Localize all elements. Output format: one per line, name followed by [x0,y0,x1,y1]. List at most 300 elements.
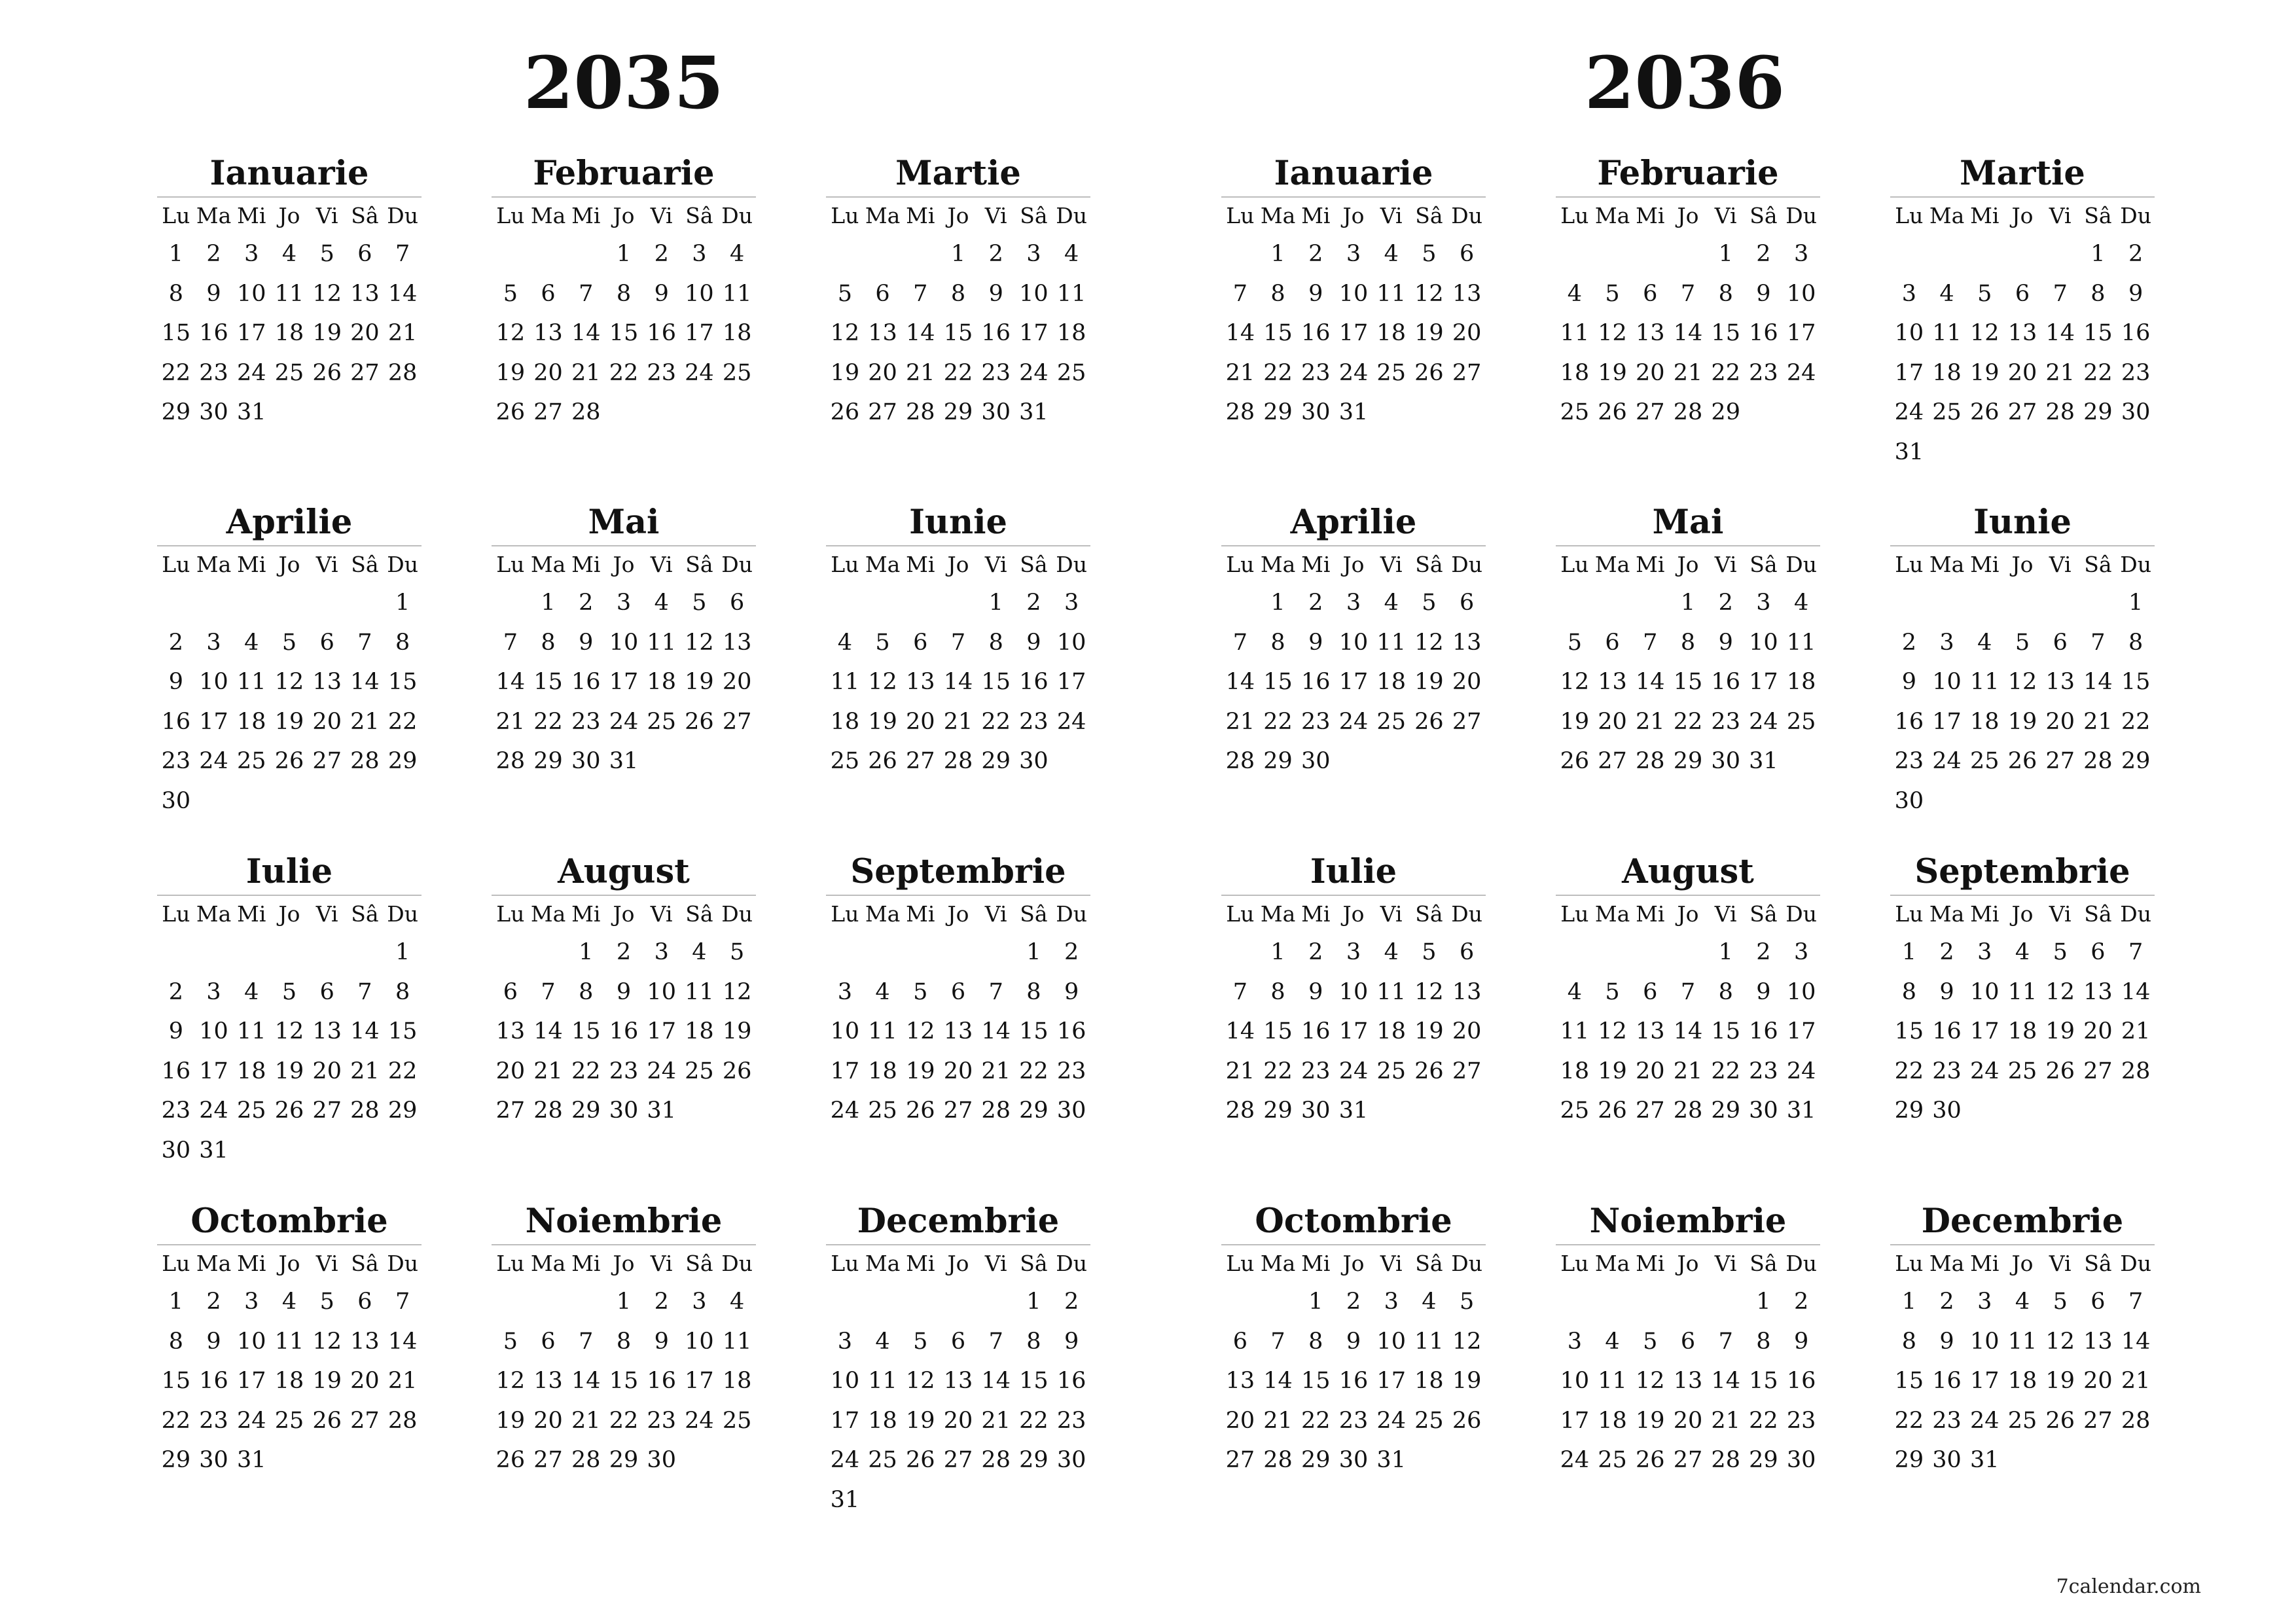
day-cell [232,583,270,623]
day-cell [1928,433,1966,473]
day-cell [1890,583,1928,623]
day-cell: 16 [199,1368,228,1394]
day-cell: 12 [2045,1328,2075,1355]
day-cell: 19 [1452,1368,1482,1394]
weekday-label: Sâ [1415,203,1443,228]
day-cell: 17 [830,1407,860,1434]
weekday-label: Lu [496,901,525,927]
day-cell [1965,583,2003,623]
day-cell [718,741,756,781]
weekday-header [1556,1245,1820,1282]
weekday-label: Sâ [351,552,379,577]
day-cell [1448,1091,1486,1131]
weekday-label: Du [721,901,753,927]
day-cell: 17 [1338,320,1369,346]
weekday-label: Lu [1560,552,1589,577]
weekday-label: Sâ [1749,901,1778,927]
day-cell: 29 [1019,1447,1049,1473]
day-cell: 10 [1970,978,2000,1005]
day-cell: 6 [2090,1289,2106,1315]
day-cell: 23 [1786,1407,1816,1434]
day-cell: 28 [981,1097,1011,1124]
day-cell: 14 [1673,320,1703,346]
weekday-label: Du [387,901,418,927]
weekday-header [826,896,1090,933]
day-cell: 6 [1680,1328,1696,1355]
day-cell: 29 [1894,1097,1924,1124]
day-cell [308,781,346,821]
day-cell: 2 [1064,939,1079,965]
day-cell: 23 [161,1097,191,1124]
day-cell: 12 [2045,978,2075,1005]
day-cell: 6 [1643,978,1658,1005]
day-cell: 22 [1711,359,1740,386]
day-cell: 14 [495,669,526,695]
weekday-label: Sâ [2084,901,2112,927]
day-cell: 9 [1756,280,1771,307]
day-cell: 9 [1026,629,1041,656]
week-row [157,274,422,314]
day-cell [939,1480,977,1520]
day-cell [308,1131,346,1171]
day-cell: 24 [1376,1407,1406,1434]
day-cell: 10 [685,1328,714,1355]
day-cell [1594,933,1632,972]
day-cell: 18 [647,669,676,695]
week-row [157,1361,422,1401]
week-row [1556,583,1820,623]
day-cell: 22 [1019,1058,1049,1084]
day-cell: 2 [616,939,632,965]
day-cell: 4 [1384,241,1399,267]
day-cell: 28 [1225,748,1255,774]
weekday-label: Sâ [1749,552,1778,577]
weekday-label: Du [1056,552,1087,577]
day-cell: 2 [1308,241,1323,267]
month-calendar [1890,151,2155,472]
day-cell [270,1440,308,1480]
day-cell: 21 [981,1058,1011,1084]
day-cell: 30 [1019,748,1049,774]
weekday-label: Jo [278,552,300,577]
weekday-label: Lu [1895,901,1924,927]
day-cell: 3 [244,1289,259,1315]
day-cell: 25 [722,1407,752,1434]
week-row [826,1401,1090,1441]
day-cell: 20 [312,708,342,735]
weekday-label: Du [387,552,418,577]
day-cell: 4 [1939,280,1954,307]
day-cell: 6 [541,280,556,307]
day-cell: 22 [609,1407,639,1434]
day-cell: 11 [2007,1328,2037,1355]
week-row [1221,1440,1486,1480]
day-cell [1448,1440,1486,1480]
day-cell: 13 [2007,320,2037,346]
day-cell: 3 [1794,939,1809,965]
week-row [1890,1282,2155,1322]
week-row [492,623,756,663]
day-cell: 21 [1263,1407,1293,1434]
day-cell: 30 [1932,1097,1962,1124]
day-cell: 18 [1376,669,1406,695]
weekday-header [157,198,422,234]
day-cell: 15 [1749,1368,1778,1394]
day-cell: 28 [495,748,526,774]
week-row [1890,433,2155,473]
day-cell [2079,1091,2117,1131]
weekday-label: Jo [2011,901,2034,927]
day-cell: 28 [981,1447,1011,1473]
day-cell: 28 [2045,399,2075,425]
month-name: Octombrie [1255,1202,1452,1241]
day-cell [1669,234,1707,274]
week-row [1556,623,1820,663]
week-row [1221,274,1486,314]
day-cell: 15 [981,669,1011,695]
day-cell: 25 [1598,1447,1627,1473]
day-cell: 17 [1786,320,1816,346]
week-row [492,583,756,623]
week-row [826,1012,1090,1052]
weekday-label: Sâ [685,203,713,228]
week-row [492,1322,756,1362]
day-cell: 16 [647,320,676,346]
day-cell [157,583,195,623]
day-cell [2079,1440,2117,1480]
week-row [826,313,1090,353]
day-cell: 18 [1598,1407,1627,1434]
day-cell: 8 [2128,629,2144,656]
day-cell: 9 [1064,1328,1079,1355]
day-cell [826,1282,864,1322]
month-calendar [157,499,422,821]
day-cell: 16 [571,669,601,695]
day-cell: 30 [609,1097,639,1124]
day-cell: 18 [1786,669,1816,695]
month-name: Iulie [245,852,333,891]
week-row [492,1052,756,1092]
day-cell: 5 [837,280,852,307]
day-cell: 25 [1056,359,1086,386]
day-cell: 19 [1560,708,1590,735]
weekday-label: Du [1451,1251,1482,1276]
weekday-header [1556,198,1820,234]
day-cell [346,583,384,623]
weekday-label: Mi [237,901,266,927]
day-cell: 4 [654,590,669,616]
week-row [826,274,1090,314]
day-cell [2117,1440,2155,1480]
day-cell: 8 [1901,978,1916,1005]
day-cell: 2 [654,1289,669,1315]
week-row [157,1131,422,1171]
day-cell: 3 [692,1289,707,1315]
weekday-label: Lu [162,1251,190,1276]
month-calendar [1221,849,1486,1131]
day-cell: 8 [1026,1328,1041,1355]
day-cell: 3 [1901,280,1916,307]
day-cell: 14 [1225,669,1255,695]
day-cell: 10 [1749,629,1778,656]
week-row [1890,583,2155,623]
day-cell: 29 [1263,1097,1293,1124]
day-cell: 25 [1376,708,1406,735]
day-cell: 1 [395,590,410,616]
day-cell [1015,1480,1053,1520]
day-cell: 22 [1711,1058,1740,1084]
month-name: Aprilie [226,503,353,542]
weekday-label: Mi [1301,203,1331,228]
day-cell [681,1440,719,1480]
day-cell: 4 [2015,1289,2030,1315]
day-cell [1928,234,1966,274]
day-cell: 14 [350,669,380,695]
day-cell: 9 [1794,1328,1809,1355]
day-cell: 1 [1718,939,1733,965]
day-cell: 23 [199,359,228,386]
day-cell: 11 [2007,978,2037,1005]
day-cell: 8 [616,1328,632,1355]
day-cell [864,1480,902,1520]
day-cell: 7 [913,280,928,307]
day-cell: 26 [1598,399,1627,425]
week-row [1221,1401,1486,1441]
day-cell: 9 [206,1328,221,1355]
week-row [492,1401,756,1441]
day-cell: 29 [161,399,191,425]
month-calendar [1221,1198,1486,1480]
day-cell: 19 [495,1407,526,1434]
weekday-label: Du [1056,901,1087,927]
weekday-label: Mi [1301,901,1331,927]
day-cell: 12 [495,320,526,346]
day-cell: 7 [950,629,966,656]
day-cell: 29 [387,1097,418,1124]
day-cell: 6 [2090,939,2106,965]
day-cell: 15 [2121,669,2151,695]
month-name: Martie [895,154,1021,193]
day-cell [718,1091,756,1131]
day-cell: 9 [654,1328,669,1355]
day-cell [567,1282,605,1322]
day-cell: 3 [1756,590,1771,616]
day-cell: 7 [357,629,372,656]
weekday-label: Mi [906,901,935,927]
week-row [1890,274,2155,314]
day-cell: 5 [2053,1289,2068,1315]
day-cell: 2 [654,241,669,267]
weekday-label: Sâ [1415,552,1443,577]
day-cell: 3 [654,939,669,965]
day-cell: 15 [1263,669,1293,695]
weekday-header [492,896,756,933]
day-cell: 22 [1673,708,1703,735]
day-cell: 20 [1598,708,1627,735]
weekday-header [1221,546,1486,583]
weekday-label: Vi [1714,552,1737,577]
day-cell: 24 [237,359,266,386]
day-cell [1410,393,1448,433]
day-cell: 17 [1970,1018,2000,1044]
week-row [1890,933,2155,972]
week-row [157,1012,422,1052]
weekday-label: Vi [1714,901,1737,927]
day-cell [157,933,195,972]
day-cell [901,1480,939,1520]
day-cell: 15 [1894,1018,1924,1044]
day-cell: 13 [312,669,342,695]
day-cell: 23 [161,748,191,774]
week-row [492,274,756,314]
day-cell: 18 [1056,320,1086,346]
day-cell [1052,393,1090,433]
day-cell: 18 [1376,1018,1406,1044]
day-cell [1448,741,1486,781]
day-cell: 5 [503,280,518,307]
day-cell: 21 [387,1368,418,1394]
week-row [1890,353,2155,393]
day-cell: 16 [981,320,1011,346]
day-cell: 13 [2045,669,2075,695]
day-cell: 31 [609,748,639,774]
weekday-label: Du [387,203,418,228]
day-cell [1372,741,1410,781]
day-cell: 12 [722,978,752,1005]
day-cell: 20 [533,359,563,386]
day-cell [346,933,384,972]
weekday-label: Vi [1714,1251,1737,1276]
weekday-label: Jo [1677,203,1699,228]
day-cell [2003,583,2041,623]
month-calendar [1890,849,2155,1131]
month-name: Octombrie [190,1202,388,1241]
day-cell [195,781,233,821]
day-cell: 9 [168,1018,183,1044]
weekday-label: Jo [947,203,969,228]
day-cell: 7 [395,241,410,267]
week-row [492,353,756,393]
day-cell [529,933,567,972]
weekday-label: Jo [278,1251,300,1276]
day-cell: 27 [350,1407,380,1434]
weekday-label: Mi [1970,203,2000,228]
day-cell [1221,583,1259,623]
day-cell [1259,1282,1297,1322]
weekday-label: Sâ [1020,203,1048,228]
day-cell: 29 [609,1447,639,1473]
month-name: Mai [1652,503,1724,542]
day-cell: 28 [1673,399,1703,425]
week-row [1221,623,1486,663]
day-cell: 1 [950,241,966,267]
day-cell: 2 [206,1289,221,1315]
day-cell: 8 [1718,978,1733,1005]
day-cell [864,933,902,972]
weekday-label: Jo [1677,901,1699,927]
week-row [1221,1012,1486,1052]
day-cell: 9 [1901,669,1916,695]
week-row [1890,234,2155,274]
day-cell [270,583,308,623]
footer-credit[interactable]: 7calendar.com [2056,1575,2201,1598]
week-row [157,1401,422,1441]
day-cell: 15 [387,1018,418,1044]
weekday-label: Sâ [685,1251,713,1276]
month-name: Ianuarie [209,154,369,193]
day-cell: 7 [1680,280,1696,307]
week-row [1221,741,1486,781]
day-cell: 3 [1384,1289,1399,1315]
day-cell: 17 [830,1058,860,1084]
month-calendar [826,1198,1090,1520]
day-cell: 6 [1605,629,1620,656]
day-cell: 17 [685,1368,714,1394]
day-cell [2117,781,2155,821]
day-cell: 5 [503,1328,518,1355]
weekday-label: Lu [496,552,525,577]
day-cell: 25 [830,748,860,774]
day-cell [1631,234,1669,274]
month-name: Iulie [1310,852,1397,891]
weekday-label: Ma [865,552,901,577]
day-cell: 18 [868,1058,897,1084]
weekday-header [1221,896,1486,933]
weekday-label: Ma [530,901,566,927]
weekday-label: Lu [496,1251,525,1276]
day-cell: 27 [943,1097,973,1124]
day-cell: 1 [1901,939,1916,965]
day-cell: 19 [1414,320,1444,346]
day-cell: 14 [2121,1328,2151,1355]
week-row [1221,933,1486,972]
week-row [826,1091,1090,1131]
weekday-label: Vi [2049,1251,2072,1276]
weekday-label: Mi [1970,552,2000,577]
day-cell: 23 [1019,708,1049,735]
day-cell [1669,933,1707,972]
day-cell: 22 [1019,1407,1049,1434]
day-cell [346,393,384,433]
day-cell: 12 [1970,320,2000,346]
week-row [1890,1012,2155,1052]
weekday-label: Ma [1594,1251,1630,1276]
day-cell [195,933,233,972]
day-cell: 30 [571,748,601,774]
day-cell: 23 [1749,1058,1778,1084]
day-cell: 21 [906,359,935,386]
day-cell: 10 [1786,280,1816,307]
week-row [1221,1091,1486,1131]
weekday-label: Jo [613,901,635,927]
day-cell: 7 [579,1328,594,1355]
year-title-2036: 2036 [1584,41,1785,125]
week-row [1221,1052,1486,1092]
weekday-label: Lu [831,901,859,927]
day-cell: 5 [281,978,297,1005]
year-title-2035: 2035 [523,41,725,125]
week-row [492,972,756,1012]
day-cell: 2 [1026,590,1041,616]
day-cell: 4 [1977,629,1992,656]
day-cell: 10 [1056,629,1086,656]
week-row [1890,1361,2155,1401]
day-cell: 30 [1301,748,1331,774]
day-cell: 13 [533,320,563,346]
day-cell: 29 [1711,399,1740,425]
weekday-label: Vi [2049,552,2072,577]
day-cell: 24 [1786,1058,1816,1084]
